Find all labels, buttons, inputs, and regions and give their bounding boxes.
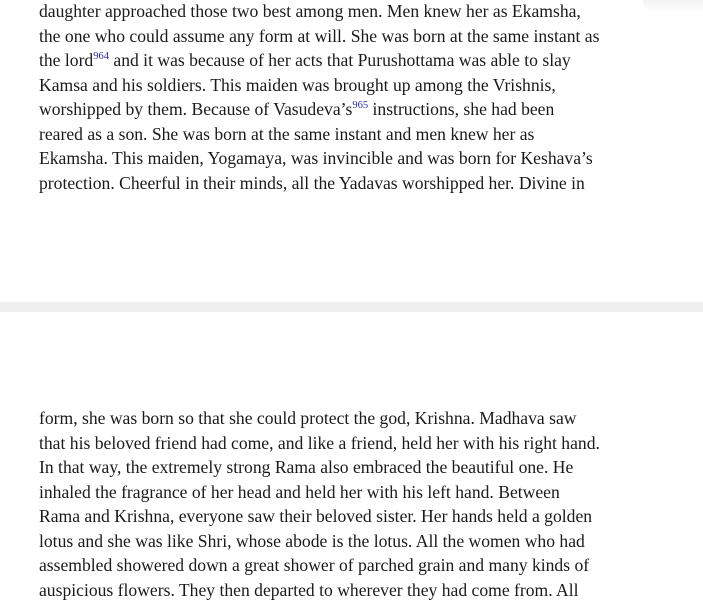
- text-line: [39, 97, 679, 122]
- text-run: auspicious flowers. They then departed to wherever they had come from. All: [39, 579, 579, 600]
- text-line: [39, 24, 679, 49]
- text-line: [39, 48, 679, 73]
- text-line: [39, 0, 679, 24]
- text-run: instructions, she had been: [368, 99, 555, 119]
- text-run: the one who could assume any form at will. She was born at the same instant as: [39, 25, 600, 46]
- text-line: [39, 171, 679, 196]
- text-run: reared as a son. She was born at the same instant and men knew her as: [39, 123, 535, 144]
- text-run: worshipped by them. Because of Vasudeva’s: [39, 99, 353, 119]
- text-run: Rama and Krishna, everyone saw their beloved sister. Her hands held a golden: [39, 506, 593, 526]
- text-line: [39, 553, 679, 578]
- text-run: In that way, the extremely strong Rama also embraced the beautiful one. He: [39, 457, 574, 477]
- text-line: [39, 529, 679, 554]
- text-run: lotus and she was like Shri, whose abode is the lotus. All the women who had: [39, 530, 585, 551]
- text-line: [39, 578, 679, 602]
- page-top-text: [39, 0, 679, 195]
- text-run: form, she was born so that she could protect the god, Krishna. Madhava saw: [39, 408, 577, 428]
- text-line: [39, 504, 679, 529]
- text-line: [39, 455, 679, 480]
- footnote-link[interactable]: 964: [93, 51, 109, 62]
- page-bottom: [0, 312, 703, 602]
- text-line: [39, 480, 679, 505]
- text-line: [39, 431, 679, 456]
- text-run: Ekamsha. This maiden, Yogamaya, was invincible and was born for Keshava’s: [39, 148, 593, 168]
- text-run: daughter approached those two best among men. Men knew her as Ekamsha,: [39, 1, 581, 21]
- text-line: [39, 406, 679, 431]
- text-run: assembled showered down a great shower of parched grain and many kinds of: [39, 555, 590, 575]
- text-run: and it was because of her acts that Purushottama was able to slay: [108, 50, 571, 70]
- text-run: Kamsa and his soldiers. This maiden was brought up among the Vrishnis,: [39, 74, 556, 95]
- text-run: inhaled the fragrance of her head and held her with his left hand. Between: [39, 481, 560, 502]
- page-bottom-text: [39, 406, 679, 602]
- page-separator: [0, 302, 703, 312]
- text-line: [39, 146, 679, 171]
- text-line: [39, 122, 679, 147]
- footnote-link[interactable]: 965: [352, 100, 369, 111]
- text-run: that his beloved friend had come, and like a friend, held her with his right hand.: [39, 432, 600, 453]
- text-run: the lord: [39, 50, 94, 70]
- text-run: protection. Cheerful in their minds, all the Yadavas worshipped her. Divine in: [39, 172, 585, 193]
- text-line: [39, 73, 679, 98]
